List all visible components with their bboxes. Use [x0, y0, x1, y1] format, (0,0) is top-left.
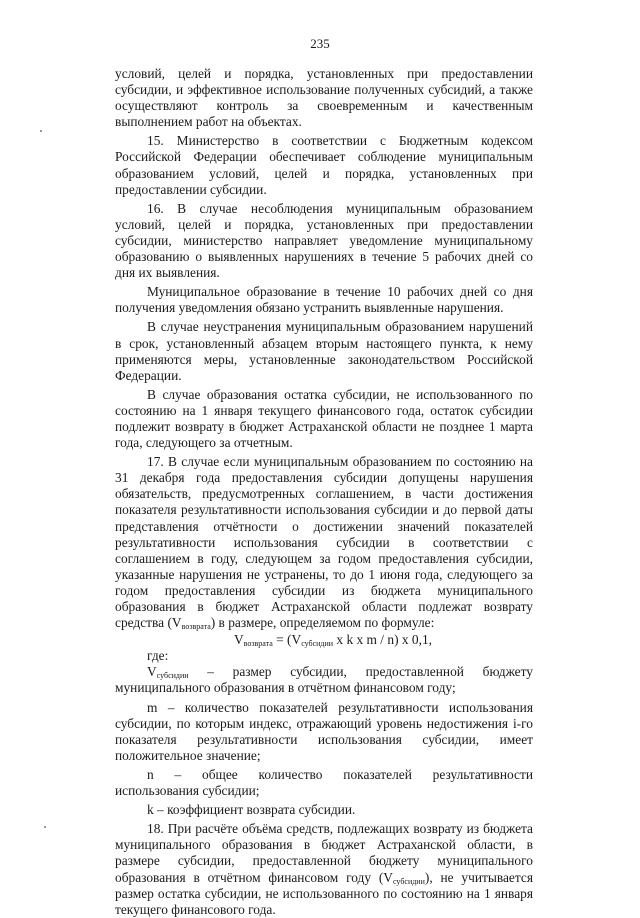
- document-body: [115, 66, 533, 918]
- paragraph-16-remainder: В случае образования остатка субсидии, не использованного по состоянию на 1 января текущего финансового года, остаток субсидии подлежит возврату в бюджет Астраханской области не позднее 1 марта года, следующего за отчетным.: [115, 386, 533, 451]
- definition-v-text: – размер субсидии, предоставленной бюджету муниципального образования в отчётном финансовом году;: [115, 664, 533, 696]
- definition-m: m – количество показателей результативности использования субсидии, по которым индекс, отражающий уровень недостижения i-го показателя результативности использования субсидии, имеет положительное значение;: [115, 699, 533, 763]
- formula-eq-open: = (V: [272, 632, 302, 648]
- paragraph-continuation: условий, целей и порядка, установленных при предоставлении субсидии, и эффективное использование полученных субсидий, а также осуществляют контроль за своевременным и качественным выполнением работ на объектах.: [115, 66, 533, 130]
- paragraph-17-end: ) в размере, определяемом по формуле:: [210, 615, 435, 631]
- subscript-vozvrata: возврата: [181, 622, 211, 632]
- definition-v-subsidii: [115, 664, 533, 696]
- definition-symbol-v: V: [147, 664, 157, 680]
- return-formula: [115, 632, 533, 648]
- scan-speck: [40, 130, 42, 132]
- definition-n: n – общее количество показателей результативности использования субсидии;: [115, 766, 533, 799]
- paragraph-16-notice: Муниципальное образование в течение 10 рабочих дней со дня получения уведомления обязано устранить выявленные нарушения.: [115, 284, 533, 316]
- definition-k: k – коэффициент возврата субсидии.: [147, 802, 356, 818]
- paragraph-17: [115, 454, 533, 631]
- page-number: 235: [310, 36, 330, 51]
- formula-symbol-v: V: [233, 632, 244, 648]
- paragraph-15: 15. Министерство в соответствии с Бюджетным кодексом Российской Федерации обеспечивает соблюдение муниципальным образованием условий, целей и порядка, установленных при предоставлении субсидии.: [115, 133, 533, 197]
- definition-v-subscript: субсидии: [156, 671, 189, 681]
- paragraph-17-text: 17. В случае если муниципальным образованием по состоянию на 31 декабря года предоставления субсидии допущены нарушения обязательств, предусмотренных соглашением, в части достижения показателя результативности использования субсидии и до первой даты представления отчётности о достижении значений показателей результативности использования субсидии в соответствии с соглашением в году, следующем за годом предоставления субсидии, указанные нарушения не устранены, то до 1 июня года, следующего за годом предоставления субсидии из бюджета муниципального образования в бюджет Астраханской области подлежат возврату средства (V: [115, 454, 533, 631]
- paragraph-18-text: 18. При расчёте объёма средств, подлежащих возврату из бюджета муниципального образования в бюджет Астраханской области, в размере субсидии, предоставленной бюджету муниципального образования в отчётном финансовом году (V: [115, 821, 533, 885]
- paragraph-18-end: ), не учитывается размер остатка субсидии, не использованного по состоянию на 1 января текущего финансового года.: [115, 869, 533, 917]
- paragraph-18: [115, 821, 533, 918]
- formula-rhs-end: x k x m / n) x 0,1,: [333, 632, 433, 648]
- paragraph-18-subscript: субсидии: [392, 876, 425, 886]
- where-label: где:: [147, 648, 169, 664]
- formula-rhs-subscript: субсидии: [301, 639, 334, 649]
- scan-speck: [44, 826, 46, 828]
- formula-lhs-subscript: возврата: [243, 639, 273, 649]
- paragraph-16-measures: В случае неустранения муниципальным образованием нарушений в срок, установленный абзацем вторым настоящего пункта, к нему применяются меры, установленные законодательством Российской Федерации.: [115, 319, 533, 383]
- paragraph-16: 16. В случае несоблюдения муниципальным образованием условий, целей и порядка, установленных при предоставлении субсидии, министерство направляет уведомление муниципальному образованию о выявленных нарушениях в течение 5 рабочих дней со дня их выявления.: [115, 200, 533, 281]
